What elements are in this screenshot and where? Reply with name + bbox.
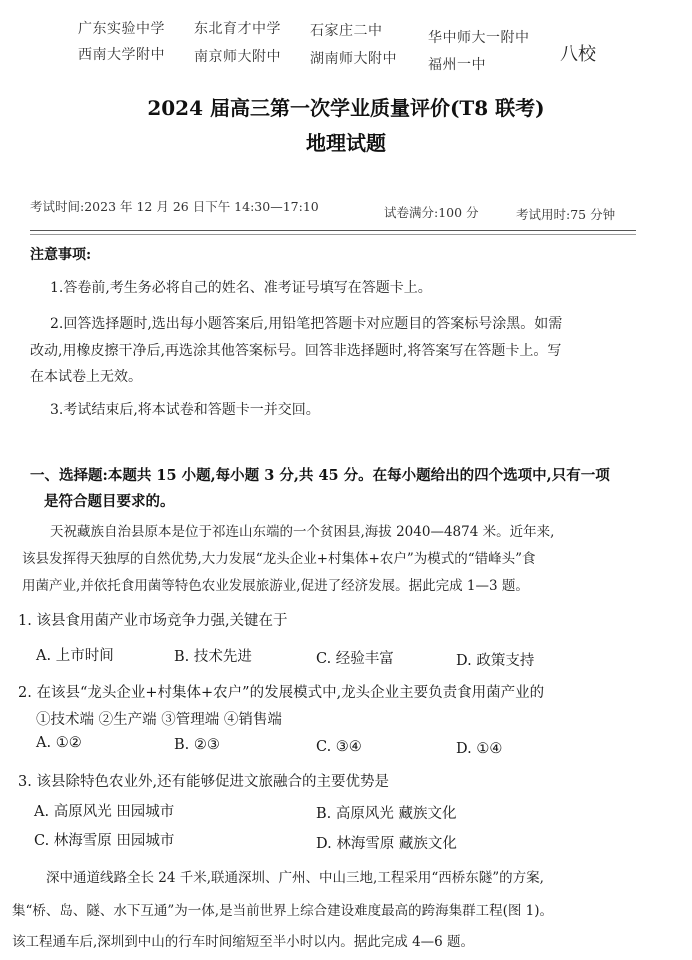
school-name: 石家庄二中 (310, 23, 383, 39)
exam-title: 2024 届高三第一次学业质量评价(T8 联考) (147, 96, 545, 120)
school-name: 南京师大附中 (194, 49, 281, 65)
option-d: D. 政策支持 (456, 653, 535, 669)
divider (30, 230, 636, 231)
exam-duration: 考试用时:75 分钟 (516, 207, 616, 222)
section-heading: 一、选择题:本题共 15 小题,每小题 3 分,共 45 分。在每小题给出的四个选项中,只有一项 (30, 467, 610, 484)
notice-item: 在本试卷上无效。 (30, 369, 142, 385)
school-name: 华中师大一附中 (428, 30, 530, 46)
passage: 用菌产业,并依托食用菌等特色农业发展旅游业,促进了经济发展。据此完成 1—3 题。 (22, 578, 529, 594)
eight-schools-label: 八校 (560, 44, 596, 65)
option-b: B. ②③ (174, 737, 220, 753)
option-c: C. 林海雪原 田园城市 (34, 833, 175, 849)
notice-item: 2.回答选择题时,选出每小题答案后,用铅笔把答题卡对应题目的答案标号涂黑。如需 (50, 316, 563, 332)
notice-item: 改动,用橡皮擦干净后,再选涂其他答案标号。回答非选择题时,将答案写在答题卡上。写 (30, 343, 562, 359)
option-b: B. 技术先进 (174, 649, 252, 665)
school-name: 西南大学附中 (78, 47, 165, 63)
exam-time: 考试时间:2023 年 12 月 26 日下午 14:30—17:10 (30, 199, 319, 214)
option-a: A. ①② (36, 735, 82, 751)
passage: 该工程通车后,深圳到中山的行车时间缩短至半小时以内。据此完成 4—6 题。 (12, 934, 475, 950)
question-suboptions: ①技术端 ②生产端 ③管理端 ④销售端 (36, 712, 282, 728)
passage: 集“桥、岛、隧、水下互通”为一体,是当前世界上综合建设难度最高的跨海集群工程(图 1)。 (12, 903, 554, 919)
section-heading: 是符合题目要求的。 (44, 493, 175, 510)
option-b: B. 高原风光 藏族文化 (316, 806, 457, 822)
school-name: 东北育才中学 (194, 21, 281, 37)
option-c: C. ③④ (316, 739, 362, 755)
school-name: 福州一中 (428, 57, 486, 73)
passage: 该县发挥得天独厚的自然优势,大力发展“龙头企业+村集体+农户”为模式的“错峰头”食 (22, 551, 536, 567)
option-d: D. 林海雪原 藏族文化 (316, 836, 457, 852)
passage: 深中通道线路全长 24 千米,联通深圳、广州、中山三地,工程采用“西桥东隧”的方案, (46, 870, 544, 886)
exam-subject: 地理试题 (306, 131, 386, 155)
notice-item: 1.答卷前,考生务必将自己的姓名、准考证号填写在答题卡上。 (50, 280, 432, 296)
passage: 天祝藏族自治县原本是位于祁连山东端的一个贫困县,海拔 2040—4874 米。近年来, (50, 524, 555, 540)
school-name: 广东实验中学 (78, 21, 165, 37)
divider (30, 234, 636, 235)
school-name: 湖南师大附中 (310, 51, 397, 67)
option-a: A. 上市时间 (36, 648, 114, 664)
full-score: 试卷满分:100 分 (384, 205, 479, 220)
notice-item: 3.考试结束后,将本试卷和答题卡一并交回。 (50, 402, 320, 418)
option-d: D. ①④ (456, 741, 503, 757)
option-c: C. 经验丰富 (316, 651, 394, 667)
question-stem: 2. 在该县“龙头企业+村集体+农户”的发展模式中,龙头企业主要负责食用菌产业的 (18, 685, 545, 701)
notice-heading: 注意事项: (30, 247, 92, 263)
option-a: A. 高原风光 田园城市 (34, 804, 175, 820)
question-stem: 1. 该县食用菌产业市场竞争力强,关键在于 (18, 613, 288, 629)
question-stem: 3. 该县除特色农业外,还有能够促进文旅融合的主要优势是 (18, 774, 390, 790)
